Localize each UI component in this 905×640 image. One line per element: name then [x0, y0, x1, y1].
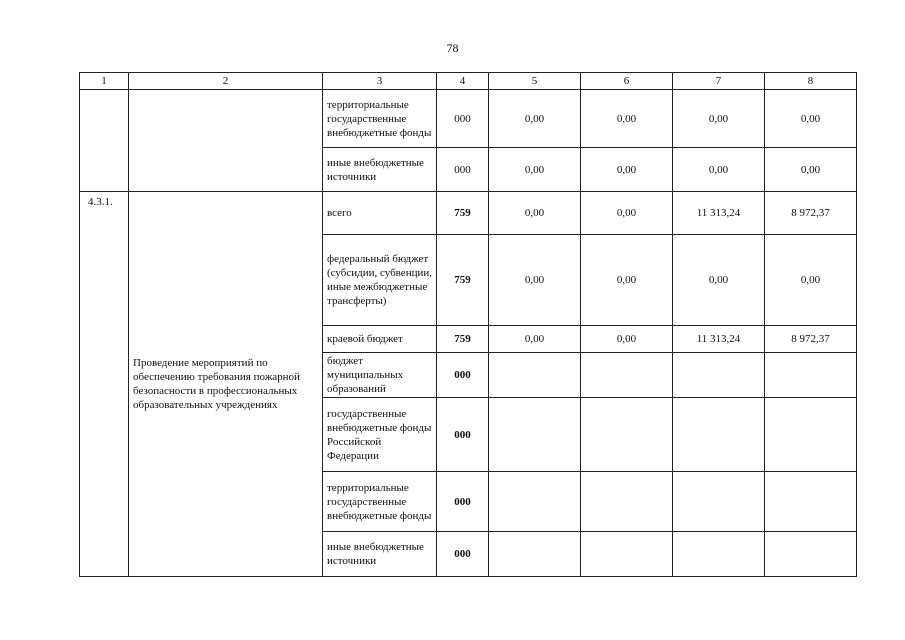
item-number: 4.3.1.	[80, 192, 129, 577]
source-cell: иные внебюджетные источники	[323, 148, 437, 192]
value-cell-7: 11 313,24	[673, 192, 765, 235]
value-cell-6	[581, 472, 673, 532]
value-cell-5	[489, 353, 581, 398]
value-cell-8	[765, 532, 857, 577]
value-cell-5: 0,00	[489, 235, 581, 326]
header-col-1: 1	[80, 73, 129, 90]
code-cell: 000	[437, 148, 489, 192]
header-col-2: 2	[129, 73, 323, 90]
value-cell-8	[765, 353, 857, 398]
budget-table	[79, 72, 857, 577]
value-cell-7	[673, 353, 765, 398]
header-col-3: 3	[323, 73, 437, 90]
code-cell: 759	[437, 235, 489, 326]
value-cell-8: 0,00	[765, 90, 857, 148]
value-cell-5: 0,00	[489, 192, 581, 235]
value-cell-6: 0,00	[581, 192, 673, 235]
value-cell-5: 0,00	[489, 90, 581, 148]
header-row	[80, 73, 857, 90]
source-cell: бюджет муниципальных образований	[323, 353, 437, 398]
source-cell: иные внебюджетные источники	[323, 532, 437, 577]
value-cell-8: 0,00	[765, 235, 857, 326]
source-cell: федеральный бюджет (субсидии, субвенции, иные межбюджетные трансферты)	[323, 235, 437, 326]
value-cell-7: 11 313,24	[673, 326, 765, 353]
value-cell-8: 0,00	[765, 148, 857, 192]
code-cell: 000	[437, 398, 489, 472]
value-cell-6: 0,00	[581, 235, 673, 326]
value-cell-8: 8 972,37	[765, 192, 857, 235]
code-cell: 000	[437, 532, 489, 577]
source-cell: краевой бюджет	[323, 326, 437, 353]
source-cell: всего	[323, 192, 437, 235]
value-cell-5: 0,00	[489, 148, 581, 192]
value-cell-7	[673, 398, 765, 472]
source-cell: территориальные государственные внебюджетные фонды	[323, 90, 437, 148]
code-cell: 759	[437, 326, 489, 353]
header-col-6: 6	[581, 73, 673, 90]
code-cell: 000	[437, 472, 489, 532]
value-cell-6	[581, 398, 673, 472]
value-cell-7: 0,00	[673, 90, 765, 148]
page-number: 78	[446, 41, 459, 55]
prev-name-cell	[129, 90, 323, 192]
value-cell-8: 8 972,37	[765, 326, 857, 353]
value-cell-6: 0,00	[581, 148, 673, 192]
table-row	[80, 90, 857, 148]
value-cell-7	[673, 532, 765, 577]
source-cell: государственные внебюджетные фонды Российской Федерации	[323, 398, 437, 472]
source-cell: территориальные государственные внебюджетные фонды	[323, 472, 437, 532]
header-col-7: 7	[673, 73, 765, 90]
value-cell-7: 0,00	[673, 235, 765, 326]
header-col-8: 8	[765, 73, 857, 90]
code-cell: 000	[437, 90, 489, 148]
value-cell-8	[765, 472, 857, 532]
value-cell-6: 0,00	[581, 90, 673, 148]
value-cell-6: 0,00	[581, 326, 673, 353]
item-name: Проведение мероприятий по обеспечению требования пожарной безопасности в профессиональных образовательных учреждениях	[129, 192, 323, 577]
value-cell-6	[581, 353, 673, 398]
code-cell: 000	[437, 353, 489, 398]
value-cell-7	[673, 472, 765, 532]
prev-number-cell	[80, 90, 129, 192]
value-cell-5: 0,00	[489, 326, 581, 353]
value-cell-5	[489, 398, 581, 472]
code-cell: 759	[437, 192, 489, 235]
header-col-5: 5	[489, 73, 581, 90]
value-cell-8	[765, 398, 857, 472]
header-col-4: 4	[437, 73, 489, 90]
value-cell-5	[489, 532, 581, 577]
table-row	[80, 192, 857, 235]
value-cell-6	[581, 532, 673, 577]
value-cell-5	[489, 472, 581, 532]
value-cell-7: 0,00	[673, 148, 765, 192]
